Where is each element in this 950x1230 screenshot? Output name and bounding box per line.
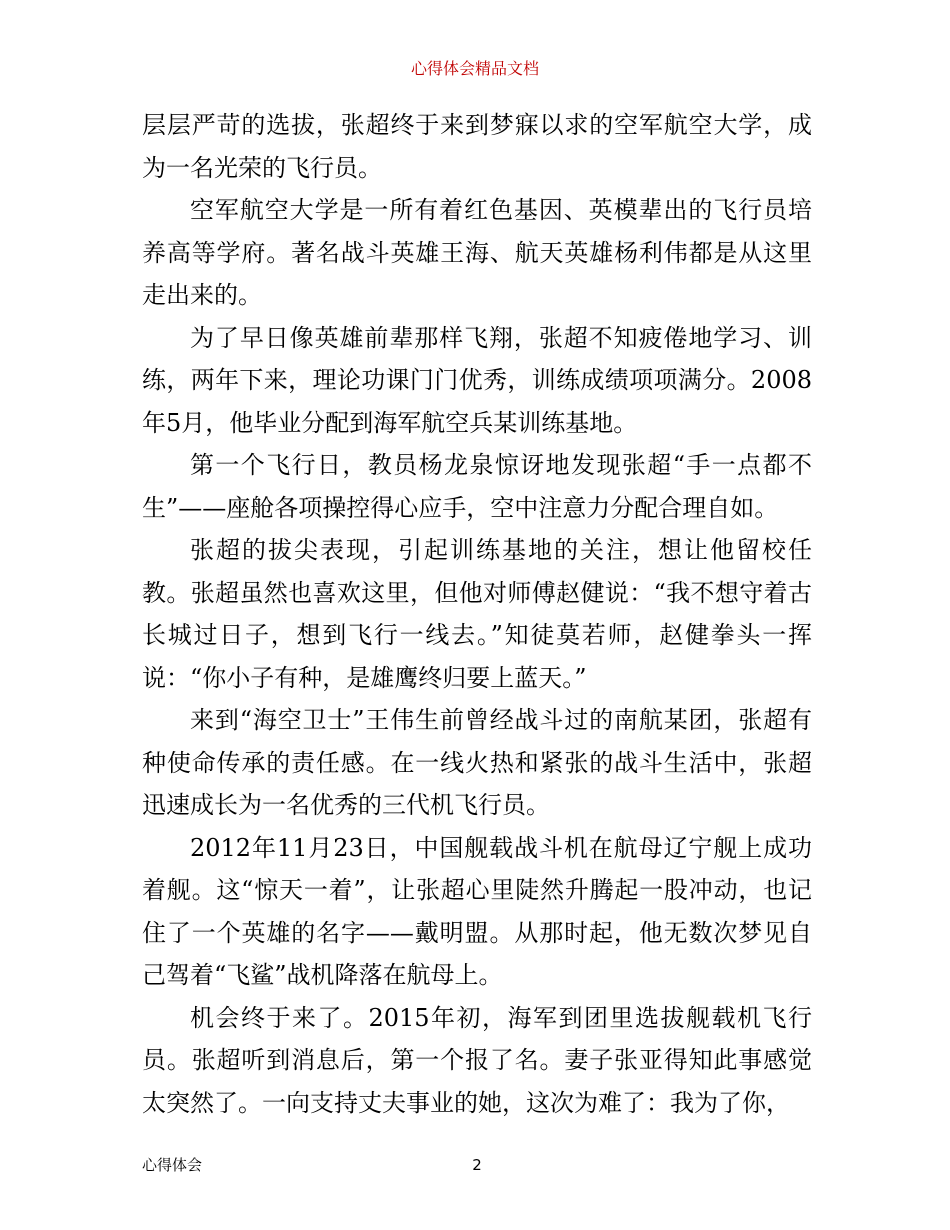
paragraph: 为了早日像英雄前辈那样飞翔，张超不知疲倦地学习、训练，两年下来，理论功课门门优秀，训练成绩项项满分。2008年5月，他毕业分配到海军航空兵某训练基地。 xyxy=(142,323,812,437)
paragraph: 层层严苛的选拔，张超终于来到梦寐以求的空军航空大学，成为一名光荣的飞行员。 xyxy=(142,111,812,182)
footer-label: 心得体会 xyxy=(142,1156,203,1174)
page-footer xyxy=(142,1154,812,1176)
paragraph: 机会终于来了。2015年初，海军到团里选拔舰载机飞行员。张超听到消息后，第一个报了名。妻子张亚得知此事感觉太突然了。一向支持丈夫事业的她，这次为难了：我为了你， xyxy=(142,1003,812,1117)
page-number: 2 xyxy=(472,1156,482,1174)
document-body xyxy=(142,104,812,1124)
paragraph: 张超的拔尖表现，引起训练基地的关注，想让他留校任教。张超虽然也喜欢这里，但他对师傅赵健说：“我不想守着古长城过日子，想到飞行一线去。”知徒莫若师，赵健拳头一挥说：“你小子有种，是雄鹰终归要上蓝天。” xyxy=(142,536,812,692)
paragraph: 来到“海空卫士”王伟生前曾经战斗过的南航某团，张超有种使命传承的责任感。在一线火热和紧张的战斗生活中，张超迅速成长为一名优秀的三代机飞行员。 xyxy=(142,706,812,819)
paragraph: 第一个飞行日，教员杨龙泉惊讶地发现张超“手一点都不生”——座舱各项操控得心应手，空中注意力分配合理自如。 xyxy=(142,451,812,522)
page-header: 心得体会精品文档 xyxy=(410,59,539,78)
paragraph: 空军航空大学是一所有着红色基因、英模辈出的飞行员培养高等学府。著名战斗英雄王海、航天英雄杨利伟都是从这里走出来的。 xyxy=(142,196,812,309)
paragraph: 2012年11月23日，中国舰载战斗机在航母辽宁舰上成功着舰。这“惊天一着”，让张超心里陡然升腾起一股冲动，也记住了一个英雄的名字——戴明盟。从那时起，他无数次梦见自己驾着“飞鲨”战机降落在航母上。 xyxy=(142,833,812,989)
